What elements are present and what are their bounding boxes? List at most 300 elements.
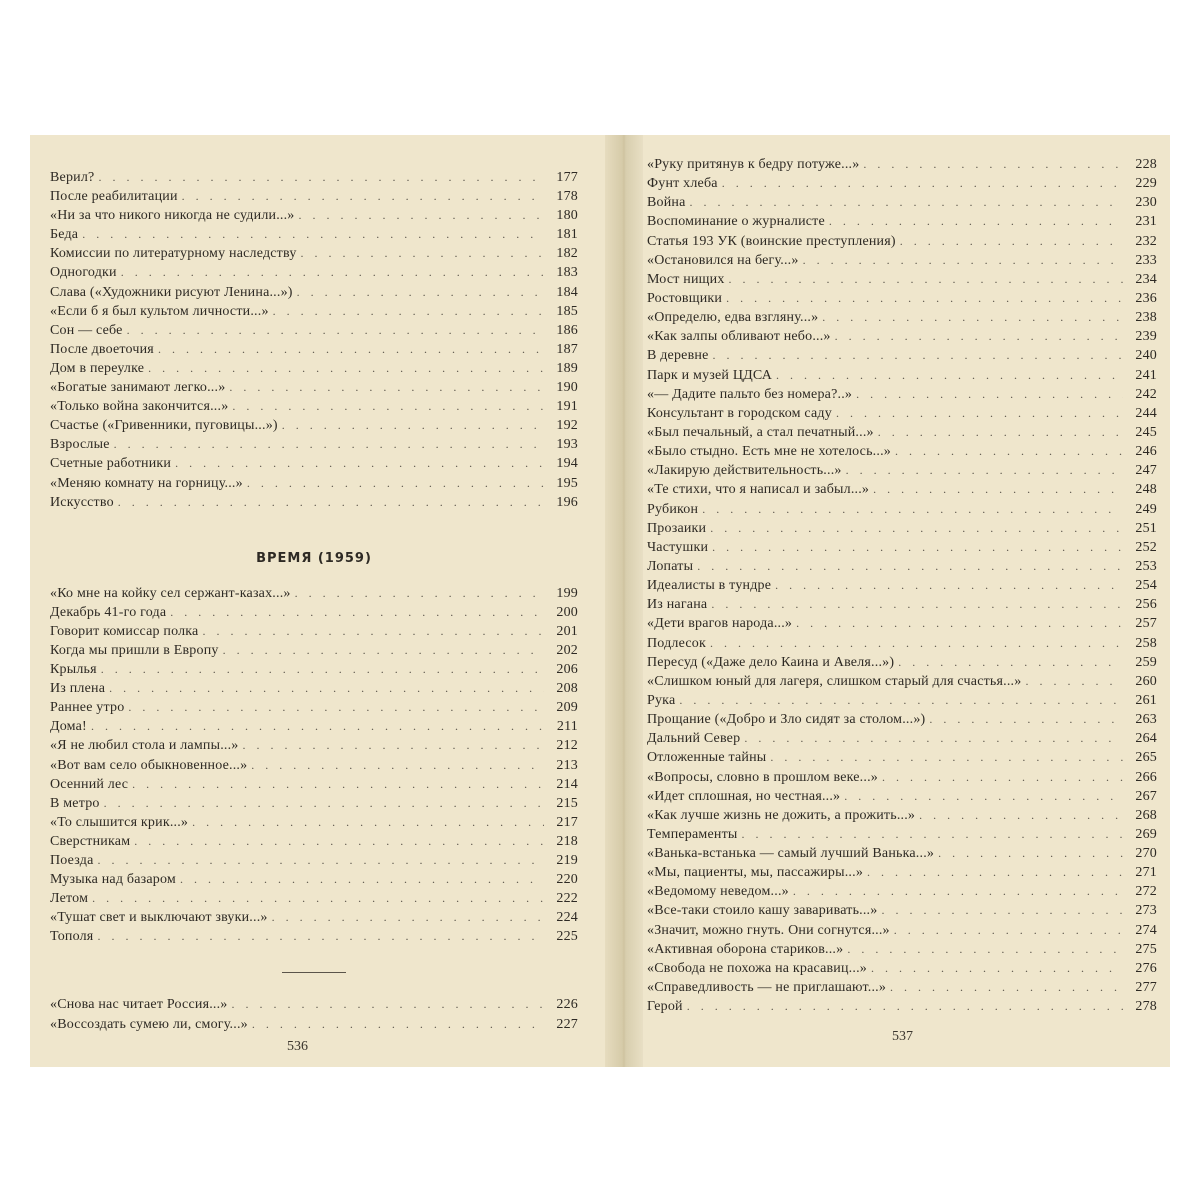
toc-entry [647, 653, 1157, 672]
dot-leader [82, 225, 544, 244]
toc-entry-page: 247 [1135, 463, 1157, 479]
dot-leader [127, 321, 544, 340]
toc-entry [647, 289, 1157, 308]
toc-entry [647, 270, 1157, 289]
dot-leader [702, 500, 1123, 519]
toc-entry-title: «Остановился на бегу...» [647, 252, 799, 268]
toc-entry-page: 256 [1135, 597, 1157, 613]
toc-entry-page: 187 [556, 341, 578, 357]
toc-entry [50, 416, 578, 435]
toc-entry-title: Прощание («Добро и Зло сидят за столом...») [647, 712, 926, 728]
dot-leader [744, 729, 1123, 748]
toc-entry-page: 254 [1135, 578, 1157, 594]
toc-entry-title: В деревне [647, 348, 709, 364]
toc-entry [50, 756, 578, 775]
toc-entry [50, 641, 578, 660]
toc-entry [647, 901, 1157, 920]
toc-entry-title: «Как залпы обливают небо...» [647, 329, 831, 345]
toc-entry-page: 230 [1135, 195, 1157, 211]
dot-leader [873, 480, 1123, 499]
toc-entry [50, 474, 578, 493]
toc-entry-title: «Справедливость — не приглашают...» [647, 980, 887, 996]
toc-entry-title: «Активная оборона стариков...» [647, 941, 844, 957]
dot-leader [679, 691, 1123, 710]
toc-entry [647, 691, 1157, 710]
toc-entry-page: 227 [556, 1016, 578, 1032]
toc-entry-title: Из нагана [647, 597, 708, 613]
toc-entry [50, 660, 578, 679]
toc-entry-page: 265 [1135, 750, 1157, 766]
toc-entry-page: 214 [556, 776, 578, 792]
toc-entry-title: Счастье («Гривенники, пуговицы...») [50, 418, 278, 434]
toc-entry [647, 921, 1157, 940]
toc-entry-page: 259 [1135, 654, 1157, 670]
toc-entry-title: Дом в переулке [50, 360, 145, 376]
toc-entry [647, 748, 1157, 767]
dot-leader [690, 193, 1123, 212]
toc-entry-title: «Только война закончится...» [50, 399, 229, 415]
toc-entry-page: 220 [556, 872, 578, 888]
toc-entry-title: Крылья [50, 662, 97, 678]
dot-leader [900, 232, 1123, 251]
dot-leader [895, 442, 1123, 461]
toc-entry-title: «Значит, можно гнуть. Они согнутся...» [647, 922, 890, 938]
toc-entry-page: 213 [556, 757, 578, 773]
toc-entry-title: Лопаты [647, 558, 694, 574]
toc-entry-title: После двоеточия [50, 341, 154, 357]
dot-leader [710, 519, 1123, 538]
dot-leader [697, 557, 1123, 576]
toc-entry-title: Декабрь 41-го года [50, 604, 167, 620]
toc-entry-title: «Снова нас читает Россия...» [50, 997, 228, 1013]
dot-leader [878, 423, 1123, 442]
dot-leader [803, 251, 1123, 270]
toc-entry-page: 209 [556, 700, 578, 716]
toc-list-top [50, 168, 578, 512]
toc-entry [647, 442, 1157, 461]
toc-entry-page: 217 [556, 814, 578, 830]
toc-entry [647, 844, 1157, 863]
toc-list-after [50, 995, 578, 1033]
dot-leader [118, 493, 544, 512]
dot-leader [742, 825, 1123, 844]
book-spread [30, 135, 1170, 1067]
toc-entry-title: «Я не любил стола и лампы...» [50, 738, 239, 754]
toc-entry-page: 218 [556, 833, 578, 849]
toc-entry [50, 321, 578, 340]
toc-entry-title: «Дети врагов народа...» [647, 616, 793, 632]
toc-entry-page: 249 [1135, 501, 1157, 517]
toc-entry-page: 183 [556, 265, 578, 281]
toc-entry [647, 825, 1157, 844]
toc-entry [50, 908, 578, 927]
toc-entry [647, 251, 1157, 270]
toc-entry-title: «Богатые занимают легко...» [50, 380, 226, 396]
toc-entry-page: 186 [556, 322, 578, 338]
dot-leader [148, 359, 544, 378]
toc-entry-title: После реабилитации [50, 189, 178, 205]
toc-entry [647, 174, 1157, 193]
toc-entry-title: Комиссии по литературному наследству [50, 246, 297, 262]
toc-entry-title: «Ванька-встанька — самый лучший Ванька...» [647, 846, 935, 862]
toc-entry-page: 269 [1135, 826, 1157, 842]
dot-leader [835, 327, 1123, 346]
toc-entry-page: 238 [1135, 310, 1157, 326]
toc-entry-title: «Вопросы, словно в прошлом веке...» [647, 769, 878, 785]
toc-entry-title: Поезда [50, 853, 94, 868]
dot-leader [846, 461, 1123, 480]
toc-list-section [50, 584, 578, 947]
book-gutter [605, 135, 643, 1067]
toc-entry-page: 231 [1135, 214, 1157, 230]
dot-leader [796, 614, 1123, 633]
toc-entry [50, 1015, 578, 1034]
dot-leader [938, 844, 1123, 863]
dot-leader [722, 174, 1123, 193]
toc-entry-title: Подлесок [647, 635, 706, 651]
toc-entry-page: 246 [1135, 444, 1157, 460]
toc-entry [50, 187, 578, 206]
dot-leader [836, 404, 1123, 423]
dot-leader [232, 995, 544, 1014]
dot-leader [243, 736, 544, 755]
toc-entry-title: «— Дадите пальто без номера?..» [647, 386, 853, 402]
toc-entry-title: Беда [50, 227, 79, 243]
dot-leader [101, 660, 544, 679]
toc-entry-title: Рука [647, 692, 676, 708]
toc-entry [647, 538, 1157, 557]
toc-entry-page: 229 [1135, 176, 1157, 192]
dot-leader [273, 302, 544, 321]
toc-entry [50, 927, 578, 946]
toc-entry [647, 366, 1157, 385]
toc-entry-title: «Лакирую действительность...» [647, 463, 842, 479]
toc-entry-page: 202 [556, 642, 578, 658]
toc-entry-page: 236 [1135, 290, 1157, 306]
dot-leader [929, 710, 1123, 729]
toc-entry [647, 385, 1157, 404]
toc-entry [50, 302, 578, 321]
toc-entry-title: Мост нищих [647, 271, 725, 287]
dot-leader [232, 397, 544, 416]
toc-entry [647, 672, 1157, 691]
toc-entry-title: Война [647, 195, 686, 211]
dot-leader [180, 870, 544, 889]
dot-leader [295, 584, 544, 603]
dot-leader [223, 641, 544, 660]
toc-entry [647, 576, 1157, 595]
toc-entry [50, 679, 578, 698]
toc-entry [50, 736, 578, 755]
toc-entry [647, 232, 1157, 251]
toc-entry-page: 178 [556, 189, 578, 205]
toc-entry-page: 234 [1135, 271, 1157, 287]
toc-entry-title: В метро [50, 795, 100, 811]
dot-leader [867, 863, 1123, 882]
dot-leader [202, 622, 544, 641]
toc-entry-page: 226 [556, 997, 578, 1013]
toc-entry-title: Ростовщики [647, 290, 723, 306]
dot-leader [282, 416, 544, 435]
dot-leader [856, 385, 1123, 404]
toc-entry [647, 423, 1157, 442]
dot-leader [109, 679, 544, 698]
dot-leader [775, 576, 1123, 595]
dot-leader [822, 308, 1123, 327]
toc-entry-page: 200 [556, 604, 578, 620]
dot-leader [726, 289, 1123, 308]
toc-entry-title: Консультант в городском саду [647, 405, 832, 421]
toc-entry [647, 595, 1157, 614]
toc-entry-title: «Воссоздать сумею ли, смогу...» [50, 1016, 248, 1032]
toc-entry-title: Говорит комиссар полка [50, 623, 199, 639]
toc-entry-title: «Ко мне на койку сел сержант-казах...» [50, 585, 291, 601]
toc-entry-page: 201 [556, 623, 578, 639]
dot-leader [871, 959, 1123, 978]
toc-entry-page: 251 [1135, 520, 1157, 536]
dot-leader [251, 756, 544, 775]
dot-leader [894, 921, 1123, 940]
toc-entry-page: 194 [556, 456, 578, 472]
toc-entry-page: 192 [556, 418, 578, 434]
dot-leader [97, 851, 544, 870]
dot-leader [247, 474, 544, 493]
toc-entry-title: Счетные работники [50, 456, 172, 472]
toc-entry-title: Пересуд («Даже дело Каина и Авеля...») [647, 654, 895, 670]
dot-leader [91, 717, 544, 736]
toc-entry [50, 397, 578, 416]
toc-entry-title: «Как лучше жизнь не дожить, а прожить...» [647, 807, 916, 823]
section-title: ВРЕМЯ (1959) [256, 550, 372, 566]
toc-entry-page: 212 [556, 738, 578, 754]
dot-leader [272, 908, 544, 927]
toc-entry-title: «То слышится крик...» [50, 814, 189, 830]
toc-entry-page: 208 [556, 681, 578, 697]
toc-entry [50, 454, 578, 473]
dot-leader [299, 206, 545, 225]
toc-entry-page: 241 [1135, 367, 1157, 383]
toc-entry [647, 997, 1157, 1016]
dot-leader [128, 698, 544, 717]
toc-entry [647, 519, 1157, 538]
dot-leader [770, 748, 1123, 767]
toc-entry-title: Раннее утро [50, 700, 125, 716]
toc-entry-title: Летом [50, 891, 89, 907]
toc-entry [50, 698, 578, 717]
toc-entry-title: Рубикон [647, 501, 699, 517]
toc-entry-title: Когда мы пришли в Европу [50, 642, 219, 658]
dot-leader [713, 346, 1123, 365]
dot-leader [711, 595, 1123, 614]
toc-entry [647, 863, 1157, 882]
toc-entry [50, 225, 578, 244]
toc-entry-title: Слава («Художники рисуют Ленина...») [50, 284, 293, 300]
dot-leader [229, 378, 544, 397]
toc-entry [50, 851, 578, 870]
toc-entry [50, 263, 578, 282]
toc-entry-title: «Меняю комнату на горницу...» [50, 475, 243, 491]
toc-entry [647, 806, 1157, 825]
page-number-left: 536 [287, 1039, 308, 1054]
toc-entry-page: 273 [1135, 903, 1157, 919]
toc-entry-page: 233 [1135, 252, 1157, 268]
toc-entry-title: Фунт хлеба [647, 176, 718, 192]
toc-entry [647, 940, 1157, 959]
toc-entry-title: «Свобода не похожа на красавиц...» [647, 960, 867, 976]
toc-entry-page: 253 [1135, 558, 1157, 574]
toc-entry-title: Искусство [50, 494, 114, 510]
toc-entry-page: 185 [556, 303, 578, 319]
dot-leader [776, 366, 1123, 385]
toc-entry [50, 832, 578, 851]
toc-entry-page: 228 [1135, 157, 1157, 172]
toc-entry-page: 277 [1135, 980, 1157, 996]
toc-entry [50, 283, 578, 302]
toc-entry-page: 268 [1135, 807, 1157, 823]
toc-entry-title: «Тушат свет и выключают звуки...» [50, 910, 268, 926]
toc-entry-title: Прозаики [647, 520, 707, 536]
toc-entry-page: 274 [1135, 922, 1157, 938]
toc-entry [647, 710, 1157, 729]
toc-entry [647, 480, 1157, 499]
toc-entry-page: 263 [1135, 712, 1157, 728]
toc-entry [647, 308, 1157, 327]
toc-entry-page: 177 [556, 170, 578, 185]
dot-leader [898, 653, 1123, 672]
toc-entry-title: Взрослые [50, 437, 110, 453]
toc-entry-title: «Руку притянув к бедру потуже...» [647, 157, 860, 172]
toc-entry-page: 196 [556, 494, 578, 510]
toc-entry [50, 870, 578, 889]
toc-entry [647, 327, 1157, 346]
toc-entry [50, 603, 578, 622]
toc-entry [50, 995, 578, 1014]
toc-entry-page: 276 [1135, 960, 1157, 976]
toc-entry-page: 211 [556, 719, 578, 735]
dot-leader [297, 283, 544, 302]
toc-entry-page: 278 [1135, 999, 1157, 1015]
toc-entry [647, 193, 1157, 212]
toc-entry-page: 270 [1135, 846, 1157, 862]
toc-entry-title: Сверстникам [50, 833, 131, 849]
dot-leader [729, 270, 1123, 289]
toc-entry-title: Темпераменты [647, 826, 738, 842]
toc-entry-title: «Идет сплошная, но честная...» [647, 788, 841, 804]
toc-entry-page: 245 [1135, 424, 1157, 440]
dot-leader [252, 1015, 544, 1034]
toc-entry-title: Музыка над базаром [50, 872, 176, 888]
toc-entry-title: «Мы, пациенты, мы, пассажиры...» [647, 865, 864, 881]
toc-entry-page: 193 [556, 437, 578, 453]
toc-entry-page: 242 [1135, 386, 1157, 402]
toc-entry [50, 794, 578, 813]
toc-entry-title: «Было стыдно. Есть мне не хотелось...» [647, 444, 891, 460]
toc-entry-title: Парк и музей ЦДСА [647, 367, 773, 383]
toc-entry-title: «Был печальный, а стал печатный...» [647, 424, 874, 440]
toc-entry-page: 206 [556, 662, 578, 678]
toc-entry [50, 622, 578, 641]
dot-leader [882, 768, 1123, 787]
dot-leader [710, 634, 1123, 653]
toc-entry-title: «Определю, едва взгляну...» [647, 310, 819, 326]
toc-entry-page: 275 [1135, 941, 1157, 957]
toc-entry-title: «Ведомому неведом...» [647, 884, 789, 900]
dot-leader [134, 832, 544, 851]
toc-entry [647, 768, 1157, 787]
dot-leader [301, 244, 544, 263]
toc-entry-title: «Ни за что никого никогда не судили...» [50, 208, 295, 224]
toc-entry-page: 257 [1135, 616, 1157, 632]
dot-leader [192, 813, 544, 832]
toc-entry [647, 404, 1157, 423]
toc-entry [50, 435, 578, 454]
dot-leader [104, 794, 544, 813]
toc-entry-page: 190 [556, 380, 578, 396]
dot-leader [182, 187, 544, 206]
toc-entry-page: 240 [1135, 348, 1157, 364]
toc-entry [50, 584, 578, 603]
toc-entry-page: 215 [556, 795, 578, 811]
toc-entry-page: 272 [1135, 884, 1157, 900]
dot-leader [881, 901, 1123, 920]
dot-leader [890, 978, 1123, 997]
toc-entry-title: Сон — себе [50, 322, 123, 338]
toc-entry-page: 264 [1135, 731, 1157, 747]
toc-entry [647, 634, 1157, 653]
right-page [647, 155, 1157, 1016]
toc-entry-page: 195 [556, 475, 578, 491]
dot-leader [97, 927, 544, 946]
dot-leader [158, 340, 544, 359]
toc-entry [647, 155, 1157, 174]
toc-entry [50, 493, 578, 512]
toc-entry-title: Идеалисты в тундре [647, 578, 772, 594]
toc-entry-page: 271 [1135, 865, 1157, 881]
toc-entry-title: Воспоминание о журналисте [647, 214, 825, 230]
toc-entry [647, 557, 1157, 576]
toc-entry-title: Частушки [647, 539, 709, 555]
dot-leader [712, 538, 1123, 557]
toc-entry-page: 225 [556, 929, 578, 945]
toc-entry-title: «Те стихи, что я написал и забыл...» [647, 482, 870, 498]
left-page [50, 168, 578, 1034]
toc-entry-title: «Вот вам село обыкновенное...» [50, 757, 248, 773]
dot-leader [863, 155, 1123, 174]
toc-entry-page: 258 [1135, 635, 1157, 651]
dot-leader [844, 787, 1123, 806]
toc-entry [50, 206, 578, 225]
dot-leader [919, 806, 1123, 825]
toc-entry [647, 978, 1157, 997]
toc-entry [647, 882, 1157, 901]
toc-entry [647, 346, 1157, 365]
toc-entry-title: Дальний Север [647, 731, 741, 747]
dot-leader [92, 889, 544, 908]
toc-entry-title: Из плена [50, 681, 106, 697]
toc-entry [50, 889, 578, 908]
toc-entry-page: 219 [556, 853, 578, 868]
toc-entry [50, 813, 578, 832]
toc-entry-title: Дома! [50, 719, 87, 735]
toc-entry-page: 224 [556, 910, 578, 926]
dot-leader [132, 775, 544, 794]
toc-entry-page: 244 [1135, 405, 1157, 421]
dot-leader [121, 263, 544, 282]
toc-entry-title: Верил? [50, 170, 95, 185]
toc-entry-page: 182 [556, 246, 578, 262]
toc-entry [50, 168, 578, 187]
toc-entry [647, 787, 1157, 806]
